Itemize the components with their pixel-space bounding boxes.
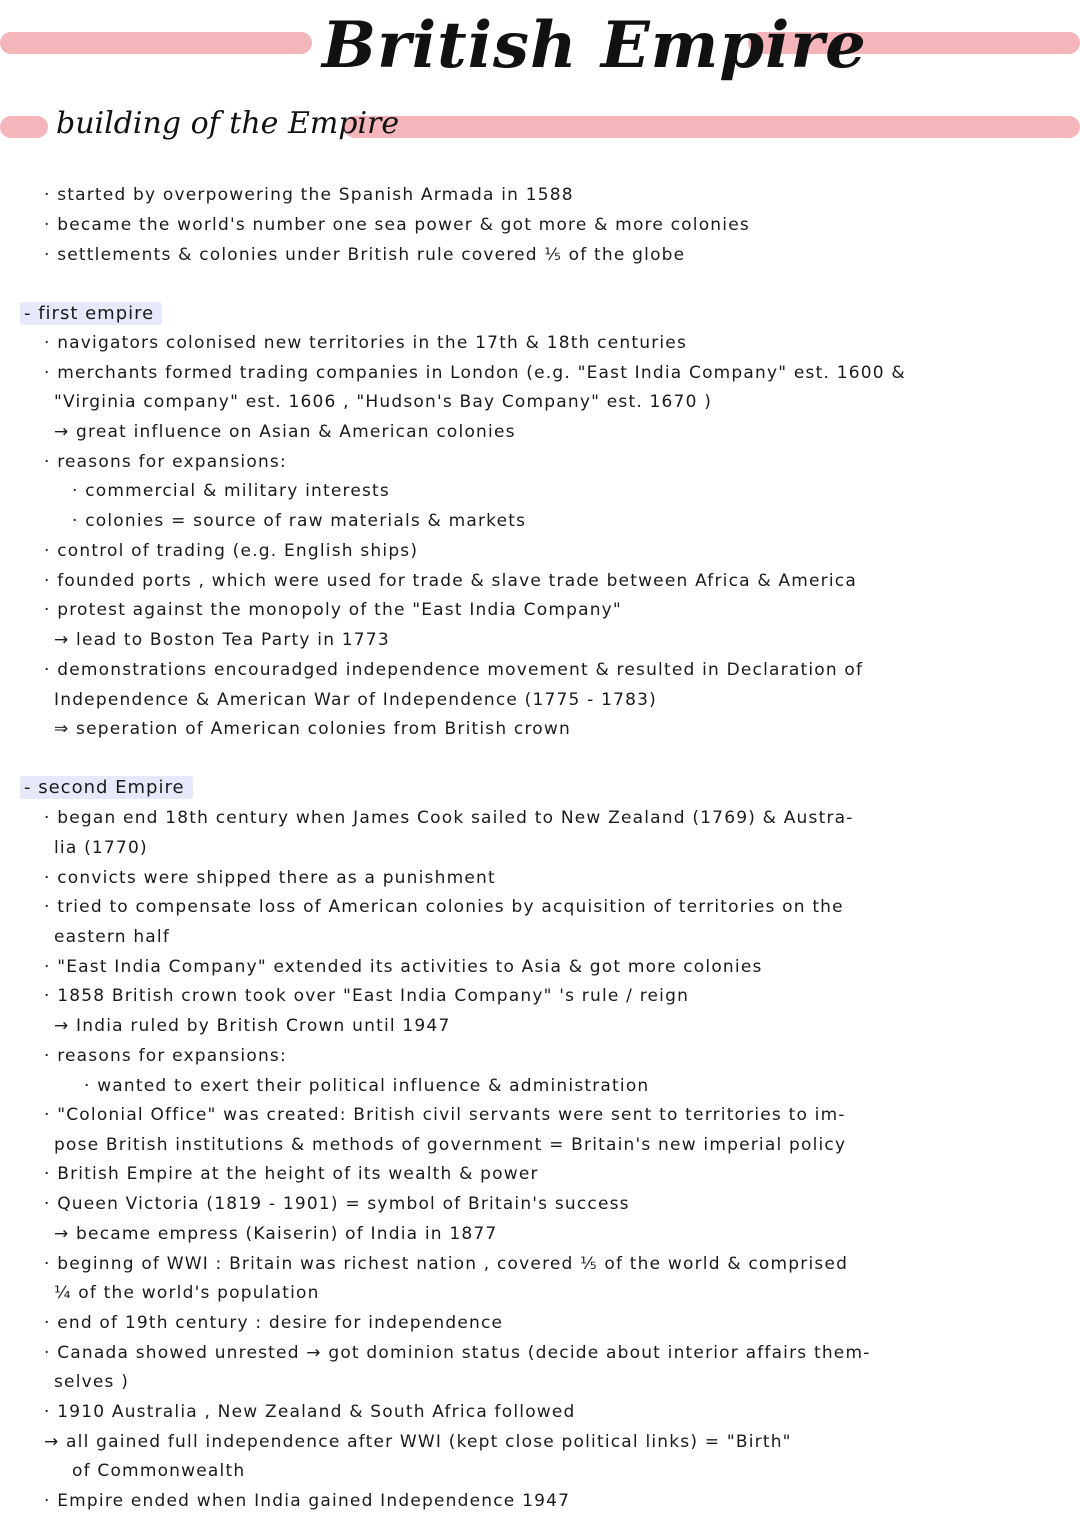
note-line: · colonies = source of raw materials & markets bbox=[72, 511, 527, 531]
note-line: · merchants formed trading companies in London (e.g. "East India Company" est. 1600 & bbox=[44, 363, 906, 383]
note-line: "Virginia company" est. 1606 , "Hudson's Bay Company" est. 1670 ) bbox=[54, 392, 713, 412]
intro-line: · became the world's number one sea power & got more & more colonies bbox=[44, 215, 750, 235]
note-line: · protest against the monopoly of the "East India Company" bbox=[44, 600, 622, 620]
note-line: → great influence on Asian & American colonies bbox=[54, 422, 516, 442]
note-line: · tried to compensate loss of American colonies by acquisition of territories on the bbox=[44, 897, 844, 917]
intro-line: · started by overpowering the Spanish Armada in 1588 bbox=[44, 185, 574, 205]
subtitle-bar-right bbox=[344, 116, 1080, 138]
first-empire-label: - first empire bbox=[20, 302, 162, 325]
note-line: · "Colonial Office" was created: British civil servants were sent to territories to im- bbox=[44, 1105, 846, 1125]
note-line: · reasons for expansions: bbox=[44, 1046, 287, 1066]
note-line: · British Empire at the height of its wealth & power bbox=[44, 1164, 539, 1184]
title-bar-left bbox=[0, 32, 312, 54]
note-line: · end of 19th century : desire for independence bbox=[44, 1313, 504, 1333]
note-line: · began end 18th century when James Cook sailed to New Zealand (1769) & Austra- bbox=[44, 808, 854, 828]
note-line: · reasons for expansions: bbox=[44, 452, 287, 472]
note-line: of Commonwealth bbox=[72, 1461, 246, 1481]
note-line: → lead to Boston Tea Party in 1773 bbox=[54, 630, 390, 650]
page-title: British Empire bbox=[322, 8, 867, 83]
subtitle-bar-left bbox=[0, 116, 48, 138]
note-line: · 1858 British crown took over "East India Company" 's rule / reign bbox=[44, 986, 690, 1006]
note-line: selves ) bbox=[54, 1372, 130, 1392]
note-line: · wanted to exert their political influence & administration bbox=[84, 1076, 650, 1096]
note-line: → became empress (Kaiserin) of India in 1877 bbox=[54, 1224, 498, 1244]
note-line: Independence & American War of Independence (1775 - 1783) bbox=[54, 690, 658, 710]
note-line: ¼ of the world's population bbox=[54, 1283, 320, 1303]
note-line: lia (1770) bbox=[54, 838, 148, 858]
note-line: · Canada showed unrested → got dominion status (decide about interior affairs them- bbox=[44, 1343, 871, 1363]
note-line: · demonstrations encouradged independence movement & resulted in Declaration of bbox=[44, 660, 864, 680]
note-line: · Empire ended when India gained Independence 1947 bbox=[44, 1491, 571, 1511]
note-line: · convicts were shipped there as a punishment bbox=[44, 868, 496, 888]
note-line: → all gained full independence after WWI (kept close political links) = "Birth" bbox=[44, 1432, 792, 1452]
note-line: · beginng of WWI : Britain was richest nation , covered ⅕ of the world & comprised bbox=[44, 1254, 849, 1274]
note-line: · 1910 Australia , New Zealand & South Africa followed bbox=[44, 1402, 576, 1422]
note-line: eastern half bbox=[54, 927, 171, 947]
note-line: → India ruled by British Crown until 1947 bbox=[54, 1016, 451, 1036]
note-line: ⇒ seperation of American colonies from British crown bbox=[54, 719, 571, 739]
note-line: · "East India Company" extended its activities to Asia & got more colonies bbox=[44, 957, 763, 977]
note-line: · commercial & military interests bbox=[72, 481, 390, 501]
second-empire-label: - second Empire bbox=[20, 776, 193, 799]
note-line: · Queen Victoria (1819 - 1901) = symbol of Britain's success bbox=[44, 1194, 630, 1214]
intro-line: · settlements & colonies under British rule covered ⅕ of the globe bbox=[44, 245, 686, 265]
note-line: · navigators colonised new territories in the 17th & 18th centuries bbox=[44, 333, 688, 353]
note-line: pose British institutions & methods of government = Britain's new imperial policy bbox=[54, 1135, 847, 1155]
note-line: · founded ports , which were used for trade & slave trade between Africa & America bbox=[44, 571, 857, 591]
note-line: · control of trading (e.g. English ships) bbox=[44, 541, 419, 561]
section-heading-building: building of the Empire bbox=[56, 106, 400, 141]
